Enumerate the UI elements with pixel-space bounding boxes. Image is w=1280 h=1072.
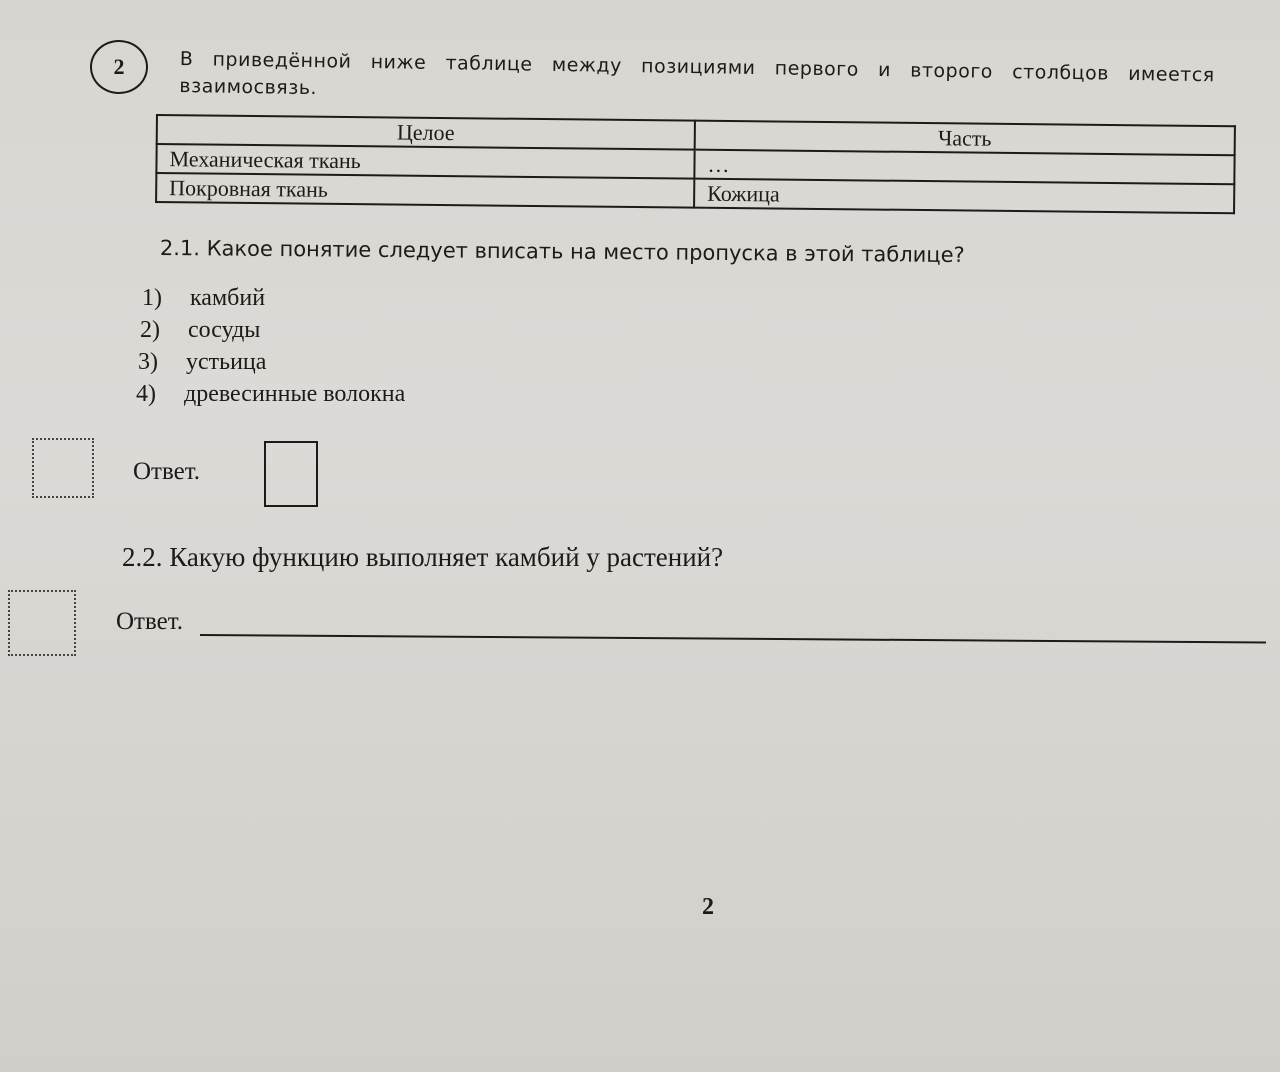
table-cell-blank: …: [694, 150, 1234, 185]
grader-score-box-2: [8, 590, 76, 656]
question-2-1: 2.1. Какое понятие следует вписать на место пропуска в этой таблице?: [159, 236, 965, 268]
table-cell: Кожица: [694, 179, 1234, 214]
answer-options-list: [136, 282, 406, 410]
page-number: 2: [702, 894, 714, 920]
option-text: древесинные волокна: [184, 381, 406, 407]
option-text: камбий: [190, 285, 266, 311]
grader-score-box-1: [32, 438, 94, 498]
answer-option: [138, 346, 405, 378]
task-number: 2: [113, 54, 125, 79]
option-number: 2): [140, 317, 160, 343]
answer-label-2: Ответ.: [116, 608, 184, 635]
relation-table: [155, 114, 1236, 214]
answer-label-1: Ответ.: [133, 458, 201, 485]
answer-box-1[interactable]: [264, 441, 318, 507]
table-cell: Механическая ткань: [156, 144, 694, 179]
answer-line-2[interactable]: [200, 634, 1266, 643]
task-intro-text: В приведённой ниже таблице между позициями первого и второго столбцов имеется взаимосвязь.: [179, 47, 1215, 100]
option-number: 1): [142, 285, 162, 311]
table-header-part: Часть: [695, 121, 1235, 156]
answer-option: [142, 282, 405, 314]
option-text: сосуды: [188, 317, 261, 343]
relation-table-container: [155, 114, 1236, 214]
answer-option: [136, 378, 405, 410]
table-header-whole: Целое: [157, 115, 695, 150]
answer-option: [140, 314, 405, 346]
task-number-badge: [90, 40, 148, 94]
table-cell: Покровная ткань: [156, 173, 694, 208]
option-number: 3): [138, 349, 158, 375]
option-text: устьица: [186, 349, 267, 375]
question-2-2: 2.2. Какую функцию выполняет камбий у растений?: [122, 542, 724, 572]
option-number: 4): [136, 381, 156, 407]
